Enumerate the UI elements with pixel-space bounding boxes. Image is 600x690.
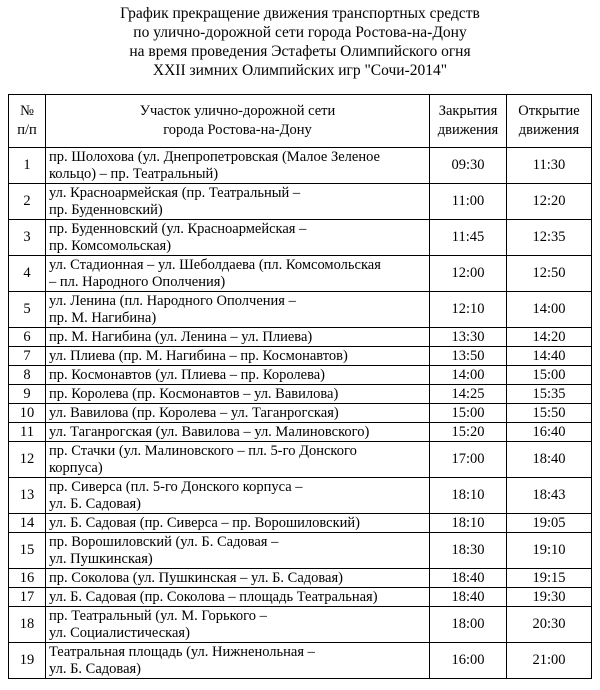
table-row [9, 588, 592, 607]
road-segment-cell: ул. Б. Садовая (пр. Соколова – площадь Театральная) [46, 588, 430, 607]
row-number-cell: 13 [9, 478, 46, 514]
road-segment-cell: пр. М. Нагибина (ул. Ленина – ул. Плиева) [46, 328, 430, 347]
road-segment-cell: пр. Королева (пр. Космонавтов – ул. Вавилова) [46, 385, 430, 404]
open-time-cell: 14:20 [507, 328, 592, 347]
open-time-cell: 19:15 [507, 569, 592, 588]
header-open-time: Открытие движения [507, 95, 592, 148]
schedule-table [8, 94, 592, 679]
open-time-cell: 14:00 [507, 292, 592, 328]
title-line-2: по улично-дорожной сети города Ростова-на-Дону [133, 24, 467, 41]
road-segment-cell: ул. Красноармейская (пр. Театральный – пр. Буденновский) [46, 184, 430, 220]
row-number-cell: 8 [9, 366, 46, 385]
road-segment-cell: ул. Таганрогская (ул. Вавилова – ул. Малиновского) [46, 423, 430, 442]
close-time-cell: 13:50 [430, 347, 507, 366]
road-segment-cell: пр. Ворошиловский (ул. Б. Садовая – ул. Пушкинская) [46, 533, 430, 569]
road-segment-cell: ул. Вавилова (пр. Королева – ул. Таганрогская) [46, 404, 430, 423]
road-segment-cell: ул. Стадионная – ул. Шеболдаева (пл. Комсомольская – пл. Народного Ополчения) [46, 256, 430, 292]
table-row [9, 442, 592, 478]
table-row [9, 643, 592, 679]
open-time-cell: 18:43 [507, 478, 592, 514]
document-title [0, 4, 600, 80]
road-segment-cell: пр. Космонавтов (ул. Плиева – пр. Королева) [46, 366, 430, 385]
row-number-cell: 9 [9, 385, 46, 404]
title-line-3: на время проведения Эстафеты Олимпийского огня [129, 43, 471, 60]
close-time-cell: 18:10 [430, 514, 507, 533]
row-number-cell: 18 [9, 607, 46, 643]
row-number-cell: 1 [9, 148, 46, 184]
table-row [9, 478, 592, 514]
close-time-cell: 18:00 [430, 607, 507, 643]
road-segment-cell: ул. Б. Садовая (пр. Сиверса – пр. Ворошиловский) [46, 514, 430, 533]
close-time-cell: 11:45 [430, 220, 507, 256]
table-row [9, 514, 592, 533]
close-time-cell: 15:20 [430, 423, 507, 442]
road-segment-cell: пр. Шолохова (ул. Днепропетровская (Малое Зеленое кольцо) – пр. Театральный) [46, 148, 430, 184]
header-close-time: Закрытия движения [430, 95, 507, 148]
table-row [9, 366, 592, 385]
table-row [9, 148, 592, 184]
table-row [9, 292, 592, 328]
road-segment-cell: Театральная площадь (ул. Нижненольная – ул. Б. Садовая) [46, 643, 430, 679]
table-row [9, 423, 592, 442]
row-number-cell: 14 [9, 514, 46, 533]
close-time-cell: 11:00 [430, 184, 507, 220]
open-time-cell: 19:05 [507, 514, 592, 533]
close-time-cell: 12:00 [430, 256, 507, 292]
close-time-cell: 14:25 [430, 385, 507, 404]
table-row [9, 184, 592, 220]
open-time-cell: 19:10 [507, 533, 592, 569]
close-time-cell: 14:00 [430, 366, 507, 385]
row-number-cell: 5 [9, 292, 46, 328]
row-number-cell: 10 [9, 404, 46, 423]
row-number-cell: 2 [9, 184, 46, 220]
header-segment: Участок улично-дорожной сети города Ростова-на-Дону [46, 95, 430, 148]
table-row [9, 328, 592, 347]
close-time-cell: 18:30 [430, 533, 507, 569]
row-number-cell: 11 [9, 423, 46, 442]
close-time-cell: 15:00 [430, 404, 507, 423]
title-line-1: График прекращение движения транспортных средств [120, 5, 480, 22]
table-row [9, 569, 592, 588]
open-time-cell: 21:00 [507, 643, 592, 679]
open-time-cell: 20:30 [507, 607, 592, 643]
open-time-cell: 12:20 [507, 184, 592, 220]
row-number-cell: 16 [9, 569, 46, 588]
row-number-cell: 19 [9, 643, 46, 679]
open-time-cell: 11:30 [507, 148, 592, 184]
open-time-cell: 12:35 [507, 220, 592, 256]
open-time-cell: 18:40 [507, 442, 592, 478]
row-number-cell: 12 [9, 442, 46, 478]
table-row [9, 404, 592, 423]
close-time-cell: 18:40 [430, 569, 507, 588]
close-time-cell: 12:10 [430, 292, 507, 328]
table-row [9, 533, 592, 569]
open-time-cell: 16:40 [507, 423, 592, 442]
row-number-cell: 17 [9, 588, 46, 607]
open-time-cell: 15:00 [507, 366, 592, 385]
row-number-cell: 7 [9, 347, 46, 366]
road-segment-cell: ул. Ленина (пл. Народного Ополчения – пр. М. Нагибина) [46, 292, 430, 328]
road-segment-cell: пр. Стачки (ул. Малиновского – пл. 5-го Донского корпуса) [46, 442, 430, 478]
title-line-4: XXII зимних Олимпийских игр "Сочи-2014" [152, 62, 448, 79]
close-time-cell: 16:00 [430, 643, 507, 679]
table-row [9, 385, 592, 404]
row-number-cell: 3 [9, 220, 46, 256]
row-number-cell: 6 [9, 328, 46, 347]
row-number-cell: 15 [9, 533, 46, 569]
table-row [9, 220, 592, 256]
row-number-cell: 4 [9, 256, 46, 292]
close-time-cell: 09:30 [430, 148, 507, 184]
header-number: № п/п [9, 95, 46, 148]
table-row [9, 347, 592, 366]
open-time-cell: 15:50 [507, 404, 592, 423]
close-time-cell: 18:10 [430, 478, 507, 514]
schedule-table-body [9, 148, 592, 679]
table-row [9, 607, 592, 643]
open-time-cell: 15:35 [507, 385, 592, 404]
close-time-cell: 18:40 [430, 588, 507, 607]
road-segment-cell: пр. Соколова (ул. Пушкинская – ул. Б. Садовая) [46, 569, 430, 588]
table-row [9, 256, 592, 292]
open-time-cell: 19:30 [507, 588, 592, 607]
close-time-cell: 17:00 [430, 442, 507, 478]
table-header-row [9, 95, 592, 148]
open-time-cell: 14:40 [507, 347, 592, 366]
road-segment-cell: пр. Сиверса (пл. 5-го Донского корпуса – ул. Б. Садовая) [46, 478, 430, 514]
open-time-cell: 12:50 [507, 256, 592, 292]
road-segment-cell: пр. Театральный (ул. М. Горького – ул. Социалистическая) [46, 607, 430, 643]
road-segment-cell: пр. Буденновский (ул. Красноармейская – пр. Комсомольская) [46, 220, 430, 256]
road-segment-cell: ул. Плиева (пр. М. Нагибина – пр. Космонавтов) [46, 347, 430, 366]
close-time-cell: 13:30 [430, 328, 507, 347]
